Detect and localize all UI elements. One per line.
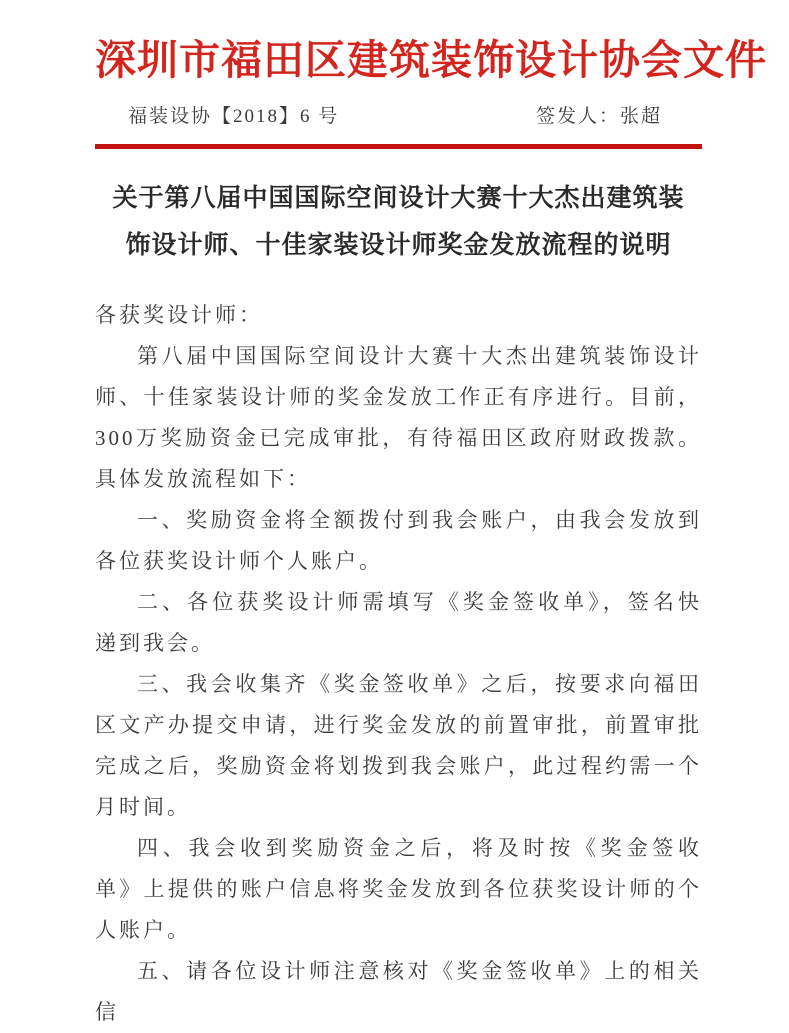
- document-title-line-1: 关于第八届中国国际空间设计大赛十大杰出建筑装: [112, 184, 685, 213]
- paragraph-item-1: 一、奖励资金将全额拨付到我会账户，由我会发放到各位获奖设计师个人账户。: [95, 508, 702, 574]
- document-number: 福装设协【2018】6 号: [128, 106, 340, 128]
- red-divider-rule: [95, 144, 702, 149]
- paragraph-item-4: 四、我会收到奖励资金之后，将及时按《奖金签收单》上提供的账户信息将奖金发放到各位获奖设计师的个人账户。: [95, 836, 702, 943]
- document-meta-row: [95, 101, 702, 128]
- paragraph-item-5: 五、请各位设计师注意核对《奖金签收单》上的相关信: [95, 959, 702, 1025]
- document-body: [95, 295, 702, 1033]
- org-letterhead-title: 深圳市福田区建筑装饰设计协会文件: [95, 37, 767, 83]
- paragraph-item-3: 三、我会收集齐《奖金签收单》之后，按要求向福田区文产办提交申请，进行奖金发放的前置审批，前置审批完成之后，奖励资金将划拨到我会账户，此过程约需一个月时间。: [95, 672, 702, 820]
- salutation: 各获奖设计师：: [95, 303, 263, 328]
- paragraph-item-2: 二、各位获奖设计师需填写《奖金签收单》，签名快递到我会。: [95, 590, 702, 656]
- document-title-line-2: 饰设计师、十佳家装设计师奖金发放流程的说明: [125, 231, 672, 260]
- document-title: [95, 175, 702, 269]
- paragraph-intro: 第八届中国国际空间设计大赛十大杰出建筑装饰设计师、十佳家装设计师的奖金发放工作正有序进行。目前，300万奖励资金已完成审批，有待福田区政府财政拨款。具体发放流程如下：: [95, 344, 702, 492]
- issuer-label: 签发人：张超: [535, 106, 662, 128]
